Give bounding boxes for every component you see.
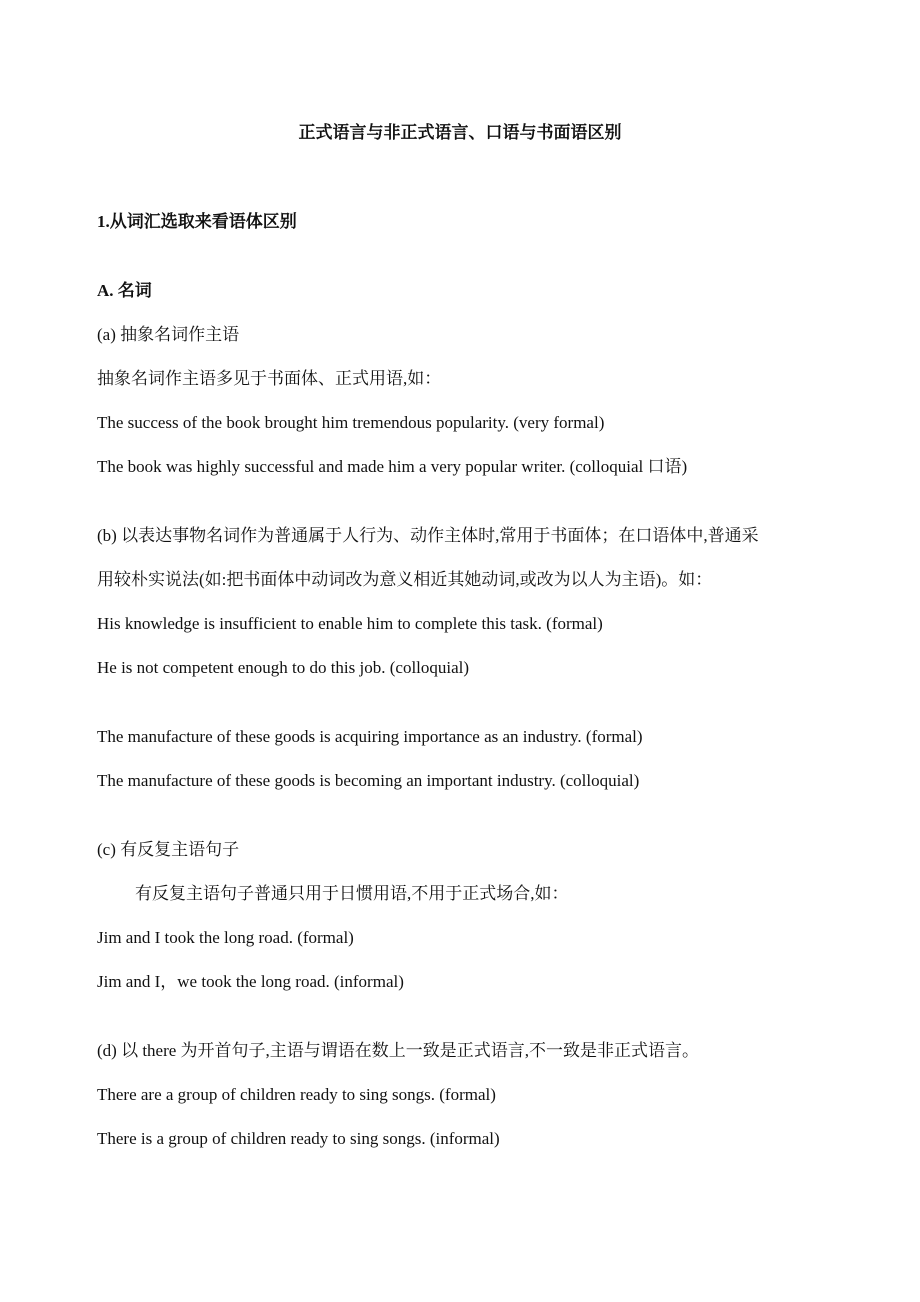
item-b-heading-line-1: (b) 以表达事物名词作为普通属于人行为、动作主体时,常用于书面体；在口语体中,普通采 (97, 526, 759, 545)
item-b-example-4: The manufacture of these goods is becoming an important industry. (colloquial) (97, 771, 640, 790)
item-a-example-1: The success of the book brought him tremendous popularity. (very formal) (97, 413, 605, 432)
item-c-example-1: Jim and I took the long road. (formal) (97, 928, 354, 947)
subsection-heading: A. 名词 (97, 281, 152, 300)
item-c-heading: (c) 有反复主语句子 (97, 840, 240, 859)
item-b-example-2: He is not competent enough to do this job. (colloquial) (97, 658, 470, 677)
item-b-heading-line-2: 用较朴实说法(如:把书面体中动词改为意义相近其她动词,或改为以人为主语)。如： (97, 570, 713, 589)
section-heading: 1.从词汇选取来看语体区别 (97, 212, 297, 231)
page-title: 正式语言与非正式语言、口语与书面语区别 (298, 123, 622, 142)
item-d-example-1: There are a group of children ready to sing songs. (formal) (97, 1085, 496, 1104)
item-b-example-1: His knowledge is insufficient to enable him to complete this task. (formal) (97, 614, 603, 633)
item-c-example-2: Jim and I，we took the long road. (informal) (97, 972, 404, 991)
item-b-example-3: The manufacture of these goods is acquiring importance as an industry. (formal) (97, 727, 643, 746)
item-d-example-2: There is a group of children ready to sing songs. (informal) (97, 1129, 500, 1148)
item-a-example-2: The book was highly successful and made him a very popular writer. (colloquial 口语) (97, 457, 688, 476)
item-a-heading: (a) 抽象名词作主语 (97, 325, 240, 344)
item-c-intro: 有反复主语句子普通只用于日惯用语,不用于正式场合,如： (135, 884, 569, 903)
item-d-heading: (d) 以 there 为开首句子,主语与谓语在数上一致是正式语言,不一致是非正式语言。 (97, 1041, 700, 1060)
item-a-intro: 抽象名词作主语多见于书面体、正式用语,如： (97, 369, 442, 388)
